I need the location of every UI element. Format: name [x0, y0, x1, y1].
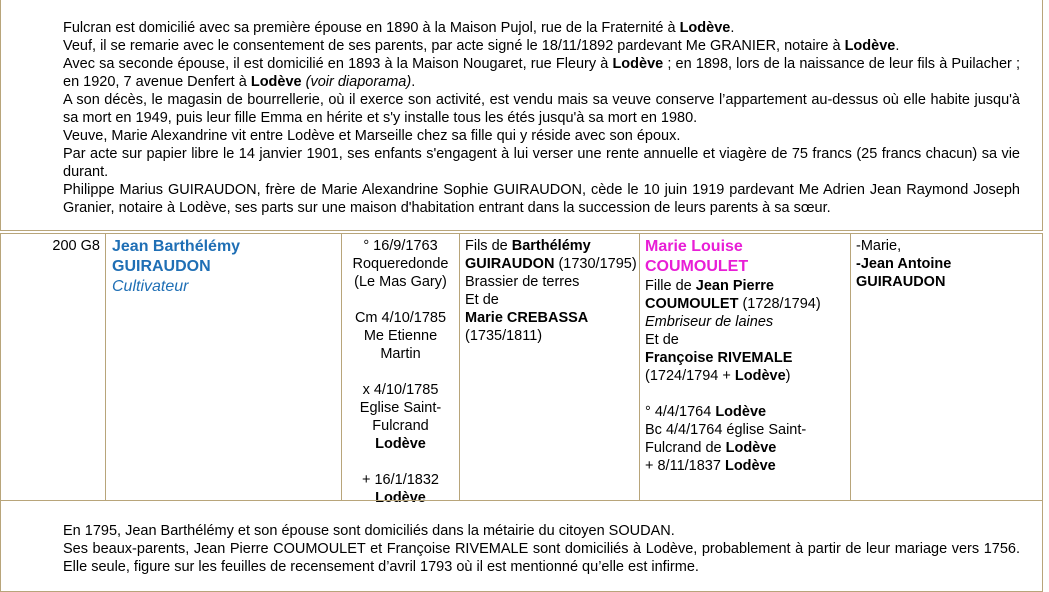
- notes-bottom-text: [63, 522, 1020, 576]
- person-occupation: Cultivateur: [112, 278, 189, 295]
- marriage-place: Eglise Saint-: [359, 400, 442, 416]
- spouse-father-occupation: Embriseur de laines: [645, 314, 774, 330]
- father-line: Fils de Barthélémy GUIRAUDON (1730/1795) Brassier de terres: [465, 238, 637, 290]
- note-paragraph: Veuf, il se remarie avec le consentement de ses parents, par acte signé le 18/11/1892 pardevant Me GRANIER, notaire à Lodève.: [63, 38, 900, 54]
- notes-top-text: [63, 19, 1020, 217]
- ref-number: 200 G8: [52, 238, 100, 254]
- notes-top-block: [0, 0, 1043, 231]
- spouse-mother-dates: (1724/1794 + Lodève): [645, 368, 791, 384]
- spouse-name: Marie Louise COUMOULET: [645, 238, 749, 275]
- note-paragraph: Veuve, Marie Alexandrine vit entre Lodève et Marseille chez sa fille qui y réside avec son époux.: [63, 128, 681, 144]
- genealogy-row: [0, 233, 1043, 506]
- person-cell: [106, 234, 342, 500]
- spouse-death: + 8/11/1837 Lodève: [645, 458, 776, 474]
- note-paragraph: A son décès, le magasin de bourrellerie, où il exerce son activité, est vendu mais sa veuve conserve l’appartement au-dessus où elle habite jusqu'à sa mort en 1949, puis leur fille Emma en hérite et s'y installe tous les étés jusqu'à sa mort en 1980.: [63, 92, 1020, 126]
- spouse-cell: [640, 234, 851, 500]
- death-date: + 16/1/1832: [361, 472, 439, 488]
- mother-dates: (1735/1811): [465, 328, 543, 344]
- note-paragraph: Fulcran est domicilié avec sa première épouse en 1890 à la Maison Pujol, rue de la Fraternité à Lodève.: [63, 20, 735, 36]
- diaporama-link[interactable]: (voir diaporama): [301, 74, 412, 90]
- spouse-baptism: Bc 4/4/1764 église Saint-Fulcrand de Lodève: [645, 422, 807, 456]
- spouse-et: Et de: [645, 332, 679, 348]
- child-item: -Jean Antoine GUIRAUDON: [856, 256, 952, 290]
- contract-date: Cm 4/10/1785: [354, 310, 447, 326]
- note-paragraph: En 1795, Jean Barthélémy et son épouse sont domiciliés dans la métairie du citoyen SOUDAN.: [63, 523, 675, 539]
- marriage-place-2: Fulcrand: [372, 418, 429, 434]
- marriage-town: Lodève: [375, 436, 426, 452]
- note-paragraph: Ses beaux-parents, Jean Pierre COUMOULET et Françoise RIVEMALE sont domiciliés à Lodève, probablement à partir de leur mariage vers 1756. Elle seule, figure sur les feuilles de recensement d’avril 1793 où il est mentionné qu’elle est infirme.: [63, 541, 1020, 575]
- note-paragraph: Par acte sur papier libre le 14 janvier 1901, ses enfants s'engagent à lui verser une rente annuelle et viagère de 75 francs (25 francs chacun) sa vie durant.: [63, 146, 1020, 180]
- parents-et: Et de: [465, 292, 499, 308]
- birth-date: ° 16/9/1763: [363, 238, 438, 254]
- contract-notary: Me Etienne: [363, 328, 438, 344]
- notes-bottom-block: [0, 500, 1043, 592]
- person-name: Jean Barthélémy GUIRAUDON: [112, 238, 241, 275]
- children-cell: [851, 234, 1042, 500]
- marriage-date: x 4/10/1785: [362, 382, 439, 398]
- birth-place: Roqueredonde: [352, 256, 449, 272]
- note-paragraph: Avec sa seconde épouse, il est domicilié en 1893 à la Maison Nougaret, rue Fleury à Lodève ; en 1898, lors de la naissance de leur fils à Puilacher ; en 1920, 7 avenue Denfert à Lodève (voir diaporama).: [63, 56, 1020, 90]
- spouse-father-line: Fille de Jean Pierre COUMOULET (1728/1794): [645, 278, 821, 312]
- ref-cell: [1, 234, 106, 500]
- spouse-mother-name: Françoise RIVEMALE: [645, 350, 793, 366]
- events-cell: [342, 234, 460, 506]
- birth-place-detail: (Le Mas Gary): [354, 274, 447, 290]
- child-item: -Marie,: [856, 238, 902, 254]
- parents-cell: [460, 234, 640, 500]
- contract-notary-name: Martin: [380, 346, 421, 362]
- note-paragraph: Philippe Marius GUIRAUDON, frère de Marie Alexandrine Sophie GUIRAUDON, cède le 10 juin 1919 pardevant Me Adrien Jean Raymond Joseph Granier, notaire à Lodève, ses parts sur une maison d'habitation entrant dans la succession de leurs parents à sa sœur.: [63, 182, 1020, 216]
- death-place: Lodève: [375, 490, 426, 506]
- spouse-birth: ° 4/4/1764 Lodève: [645, 404, 767, 420]
- mother-name: Marie CREBASSA: [465, 310, 589, 326]
